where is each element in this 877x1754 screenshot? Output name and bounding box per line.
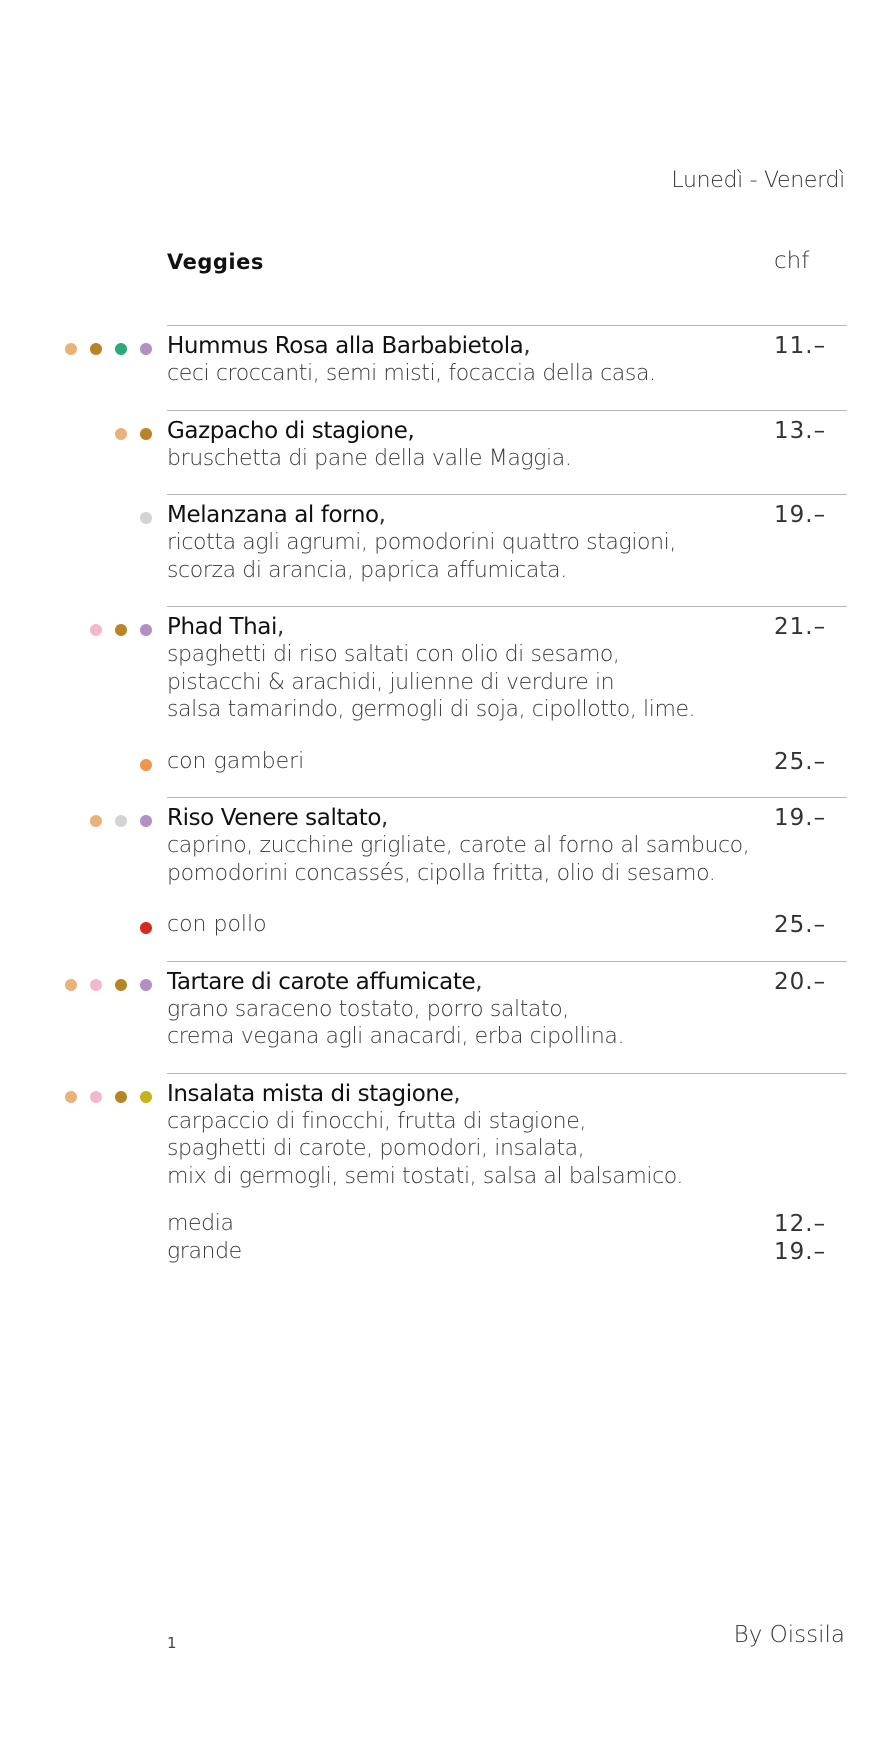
allergen-dot-lavender: [140, 624, 152, 636]
menu-item: [167, 961, 847, 1073]
menu-item-description-line: spaghetti di riso saltati con olio di sesamo,: [167, 642, 620, 667]
menu-item-name: Melanzana al forno: [167, 502, 379, 528]
allergen-dots: [90, 815, 152, 827]
menu-item-name-wrap: [167, 417, 414, 445]
signature: By Oissila: [733, 1622, 845, 1648]
menu-item-description-line: bruschetta di pane della valle Maggia.: [167, 445, 572, 471]
menu-item-comma: ,: [378, 502, 386, 528]
allergen-dots: [65, 1091, 152, 1103]
page-number: 1: [167, 1634, 177, 1652]
allergen-dots: [65, 343, 152, 355]
allergen-dots: [140, 512, 152, 524]
menu-item-comma: ,: [453, 1080, 461, 1107]
allergen-dot-orange: [140, 759, 152, 771]
allergen-dot-peach: [90, 815, 102, 827]
allergen-dot-grey: [115, 815, 127, 827]
menu-item-comma: ,: [381, 805, 389, 831]
menu-item-name-wrap: [167, 1080, 461, 1108]
menu-item-price: 13.–: [774, 417, 827, 444]
menu-item-price: 19.–: [774, 502, 827, 528]
variant-label: con pollo: [167, 912, 267, 937]
menu-item-name: Gazpacho di stagione,: [167, 417, 415, 444]
allergen-dot-ochre: [115, 624, 127, 636]
allergen-dot-peach: [65, 1091, 77, 1103]
allergen-dot-peach: [115, 428, 127, 440]
allergen-dots: [140, 759, 152, 771]
menu-item-description-line: pistacchi & arachidi, julienne di verdure in: [167, 669, 615, 695]
menu-item-comma: ,: [276, 614, 285, 640]
allergen-dot-ochre: [140, 428, 152, 440]
menu-item-name-wrap: [167, 968, 483, 996]
menu-item-price: 11.–: [774, 333, 827, 359]
size-label: media: [167, 1211, 234, 1236]
allergen-dots: [90, 624, 152, 636]
menu-item-name-wrap: [167, 501, 386, 529]
menu-list: [0, 325, 877, 1287]
menu-item-description-line: mix di germogli, semi tostati, salsa al balsamico.: [167, 1163, 684, 1189]
menu-item-name: Phad Thai: [167, 614, 277, 640]
menu-item-comma: ,: [523, 333, 531, 359]
menu-item-name: Hummus Rosa alla Barbabietola: [167, 333, 524, 359]
menu-item-description-line: caprino, zucchine grigliate, carote al forno al sambuco,: [167, 833, 750, 858]
allergen-dot-green: [115, 343, 127, 355]
allergen-dot-pink: [90, 979, 102, 991]
menu-item-variant: [167, 911, 847, 939]
allergen-dot-ochre: [115, 979, 127, 991]
menu-item-description-line: spaghetti di carote, pomodori, insalata,: [167, 1136, 585, 1161]
allergen-dot-peach: [65, 343, 77, 355]
menu-item-name: Riso Venere saltato: [167, 805, 382, 831]
allergen-dots: [115, 428, 152, 440]
menu-item-header: [167, 613, 847, 641]
menu-item-comma: ,: [475, 968, 483, 995]
variant-price: 25.–: [774, 912, 827, 938]
allergen-dot-pink: [90, 1091, 102, 1103]
menu-item-price: 21.–: [774, 614, 827, 640]
menu-item-name-wrap: [167, 332, 531, 360]
section-title: Veggies: [167, 250, 264, 274]
allergen-dot-pink: [90, 624, 102, 636]
menu-item: [167, 1073, 847, 1288]
menu-item-description-line: grano saraceno tostato, porro saltato,: [167, 996, 569, 1022]
size-options: [167, 1210, 847, 1265]
menu-item-price: 20.–: [774, 968, 827, 995]
size-price: 12.–: [774, 1211, 827, 1237]
size-label: grande: [167, 1238, 242, 1264]
allergen-dot-grey: [140, 512, 152, 524]
variant-label: con gamberi: [167, 748, 305, 774]
allergen-dot-lavender: [140, 815, 152, 827]
menu-item-description-line: ceci croccanti, semi misti, focaccia della casa.: [167, 361, 656, 386]
variant-price: 25.–: [774, 748, 827, 775]
menu-item: [167, 325, 847, 410]
menu-item-header: [167, 332, 847, 360]
size-option: [167, 1238, 847, 1266]
menu-item-name: Insalata mista di stagione: [167, 1080, 454, 1107]
menu-item-name: Tartare di carote affumicate: [167, 968, 476, 995]
menu-item: [167, 494, 847, 606]
allergen-dots: [65, 979, 152, 991]
size-price: 19.–: [774, 1238, 827, 1265]
allergen-dots: [140, 922, 152, 934]
menu-item-description-line: scorza di arancia, paprica affumicata.: [167, 557, 567, 583]
days-label: Lunedì - Venerdì: [671, 168, 845, 193]
allergen-dot-olive: [140, 1091, 152, 1103]
menu-item-description-line: ricotta agli agrumi, pomodorini quattro stagioni,: [167, 530, 676, 555]
menu-item-header: [167, 968, 847, 996]
allergen-dot-peach: [65, 979, 77, 991]
menu-item-header: [167, 417, 847, 445]
menu-item-variant: [167, 748, 847, 776]
allergen-dot-lavender: [140, 343, 152, 355]
menu-item: [167, 606, 847, 797]
menu-item-header: [167, 804, 847, 832]
size-option: [167, 1210, 847, 1238]
menu-item-description-line: pomodorini concassés, cipolla fritta, olio di sesamo.: [167, 860, 716, 886]
menu-item-name-wrap: [167, 804, 388, 832]
currency-label: chf: [774, 248, 810, 274]
allergen-dot-lavender: [140, 979, 152, 991]
menu-item-price: 19.–: [774, 805, 827, 831]
menu-item-header: [167, 1080, 847, 1108]
menu-item-name-wrap: [167, 613, 284, 641]
allergen-dot-ochre: [90, 343, 102, 355]
allergen-dot-red: [140, 922, 152, 934]
menu-item: [167, 410, 847, 495]
menu-item: [167, 797, 847, 961]
menu-item-description-line: salsa tamarindo, germogli di soja, cipollotto, lime.: [167, 697, 696, 722]
menu-item-description-line: crema vegana agli anacardi, erba cipollina.: [167, 1024, 625, 1049]
allergen-dot-ochre: [115, 1091, 127, 1103]
menu-item-header: [167, 501, 847, 529]
menu-item-description-line: carpaccio di finocchi, frutta di stagione,: [167, 1108, 586, 1134]
